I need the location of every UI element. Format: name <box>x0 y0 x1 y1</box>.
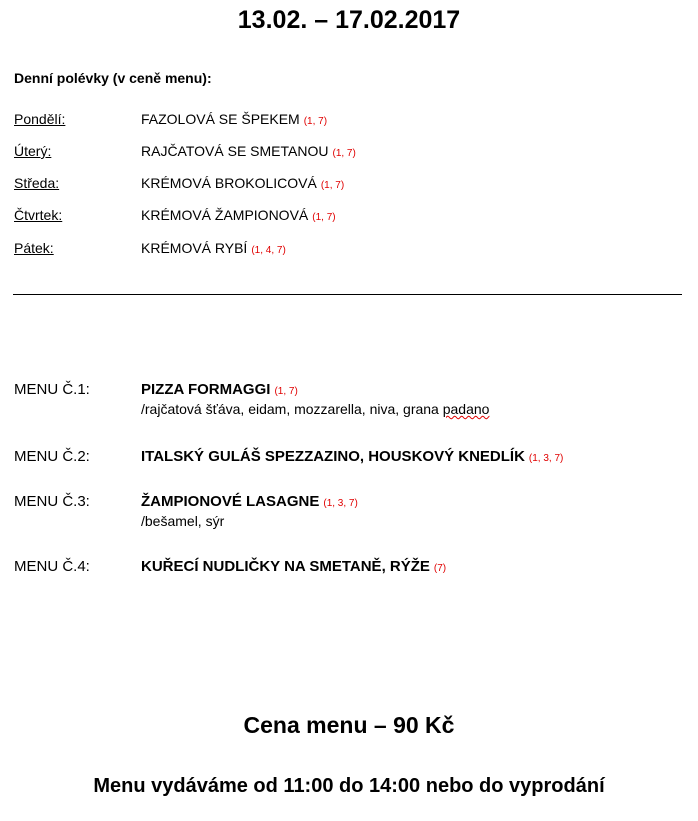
allergen-codes: (1, 7) <box>312 212 336 223</box>
soup-dish-name: KRÉMOVÁ RYBÍ <box>141 240 248 256</box>
menu-body <box>141 381 489 417</box>
menu-dish-name: ITALSKÝ GULÁŠ SPEZZAZINO, HOUSKOVÝ KNEDLÍK <box>141 448 525 465</box>
soup-dish-name: RAJČATOVÁ SE SMETANOU <box>141 143 329 159</box>
menu-number: MENU Č.3: <box>14 493 90 510</box>
soup-dish-name: KRÉMOVÁ BROKOLICOVÁ <box>141 175 317 191</box>
allergen-codes: (1, 7) <box>320 180 345 191</box>
soup-dish-name: FAZOLOVÁ SE ŠPEKEM <box>141 111 300 127</box>
section-divider <box>13 294 682 295</box>
serving-hours: Menu vydáváme od 11:00 do 14:00 nebo do vyprodání <box>93 775 605 797</box>
soup-day: Středa: <box>14 175 60 191</box>
menu-number: MENU Č.2: <box>14 448 90 465</box>
soup-dish <box>141 240 286 256</box>
soup-day: Čtvrtek: <box>14 207 63 223</box>
menu-body <box>141 558 446 575</box>
allergen-codes: (1, 4, 7) <box>251 245 286 256</box>
soup-day: Pátek: <box>14 240 54 256</box>
soup-dish <box>141 111 327 127</box>
allergen-codes: (1, 3, 7) <box>323 498 358 509</box>
soup-dish-name: KRÉMOVÁ ŽAMPIONOVÁ <box>141 207 309 223</box>
soup-dish <box>141 207 336 223</box>
page-title: 13.02. – 17.02.2017 <box>237 6 461 34</box>
menu-description <box>141 401 489 417</box>
menu-price: Cena menu – 90 Kč <box>243 712 455 738</box>
allergen-codes: (1, 7) <box>303 116 328 127</box>
spellcheck-flagged-word: padano <box>442 401 490 417</box>
soup-dish <box>141 143 356 159</box>
menu-dish-name: KUŘECÍ NUDLIČKY NA SMETANĚ, RÝŽE <box>141 558 430 575</box>
soup-dish <box>141 175 344 191</box>
allergen-codes: (1, 3, 7) <box>528 453 564 464</box>
allergen-codes: (1, 7) <box>274 386 298 397</box>
allergen-codes: (1, 7) <box>332 148 356 159</box>
menu-number: MENU Č.4: <box>14 558 90 575</box>
menu-description: /bešamel, sýr <box>141 513 225 529</box>
allergen-codes: (7) <box>433 563 447 574</box>
menu-dish-name: ŽAMPIONOVÉ LASAGNE <box>141 493 320 510</box>
menu-dish-name: PIZZA FORMAGGI <box>141 381 271 398</box>
menu-body <box>141 448 563 465</box>
soups-heading: Denní polévky (v ceně menu): <box>14 70 212 86</box>
menu-body <box>141 493 358 529</box>
soup-day: Pondělí: <box>14 111 66 127</box>
menu-number: MENU Č.1: <box>14 381 90 398</box>
soup-day: Úterý: <box>14 143 52 159</box>
menu-description-text: /rajčatová šťáva, eidam, mozzarella, niva, grana <box>141 401 443 417</box>
